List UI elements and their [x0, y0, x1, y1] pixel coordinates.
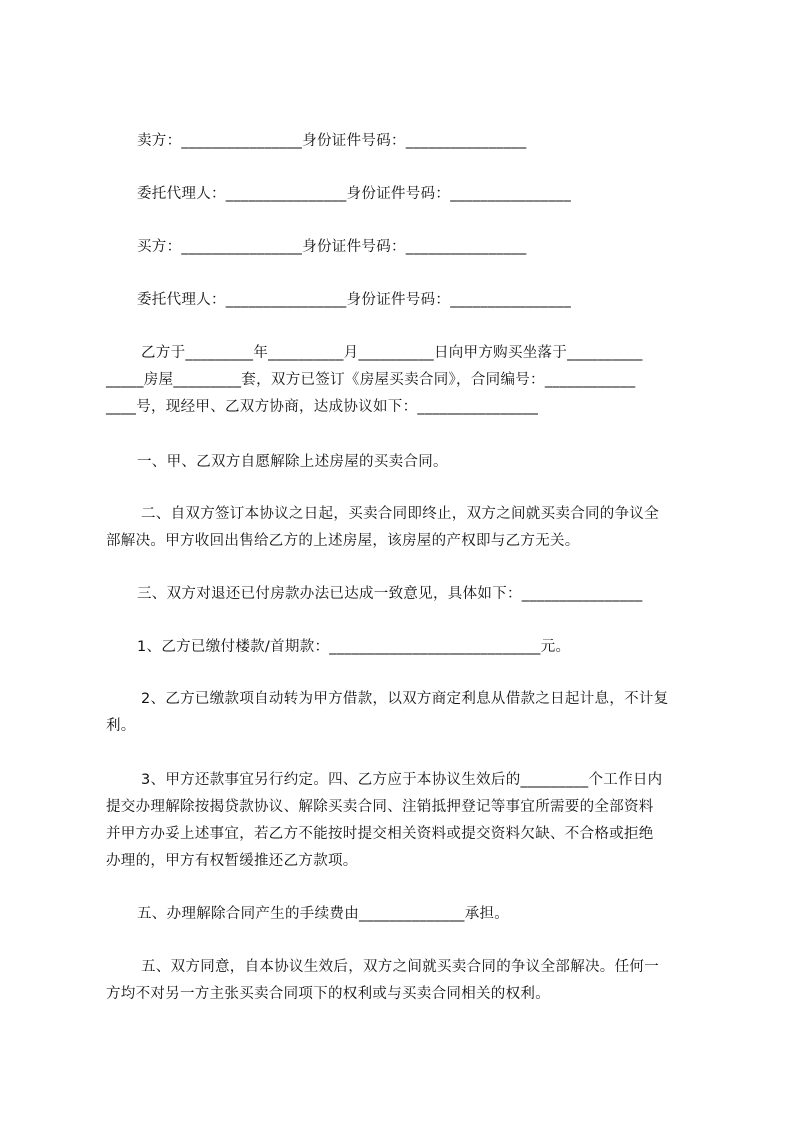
- buyer-line: 买方：________________身份证件号码：________________: [137, 239, 527, 255]
- clause-2-line-1: 二、自双方签订本协议之日起，买卖合同即终止，双方之间就买卖合同的争议全: [141, 506, 659, 522]
- clause-3: 三、双方对退还已付房款办法已达成一致意见，具体如下：________________: [137, 586, 643, 602]
- clause-5-agree-line-1: 五、双方同意，自本协议生效后，双方之间就买卖合同的争议全部解决。任何一: [141, 959, 659, 975]
- clause-1: 一、甲、乙双方自愿解除上述房屋的买卖合同。: [137, 454, 448, 470]
- clause-5-fee: 五、办理解除合同产生的手续费由______________承担。: [137, 906, 510, 922]
- buyer-agent-line: 委托代理人：________________身份证件号码：________________: [137, 292, 571, 308]
- item-3-line-2: 提交办理解除按揭贷款协议、解除买卖合同、注销抵押登记等事宜所需要的全部资料: [106, 799, 654, 815]
- intro-line-2: _____房屋_________套，双方已签订《房屋买卖合同》，合同编号：____________: [106, 372, 636, 388]
- seller-line: 卖方：________________身份证件号码：________________: [137, 133, 527, 149]
- item-3-line-1: 3、甲方还款事宜另行约定。四、乙方应于本协议生效后的_________个工作日内: [141, 772, 663, 788]
- item-3-line-3: 并甲方办妥上述事宜，若乙方不能按时提交相关资料或提交资料欠缺、不合格或拒绝: [106, 826, 654, 842]
- intro-line-1: 乙方于_________年__________月__________日向甲方购买坐落于__________: [141, 345, 643, 361]
- item-2-line-1: 2、乙方已缴款项自动转为甲方借款，以双方商定利息从借款之日起计息，不计复: [141, 691, 669, 707]
- clause-2-line-2: 部解决。甲方收回出售给乙方的上述房屋，该房屋的产权即与乙方无关。: [106, 533, 580, 549]
- clause-5-agree-line-2: 方均不对另一方主张买卖合同项下的权利或与买卖合同相关的权利。: [106, 986, 550, 1002]
- item-2-line-2: 利。: [106, 718, 136, 734]
- seller-agent-line: 委托代理人：________________身份证件号码：________________: [137, 186, 571, 202]
- item-1: 1、乙方已缴付楼款/首期款：____________________________元。: [137, 639, 571, 655]
- intro-line-3: ____号，现经甲、乙双方协商，达成协议如下：________________: [106, 399, 539, 415]
- item-3-line-4: 办理的，甲方有权暂缓推还乙方款项。: [106, 853, 358, 869]
